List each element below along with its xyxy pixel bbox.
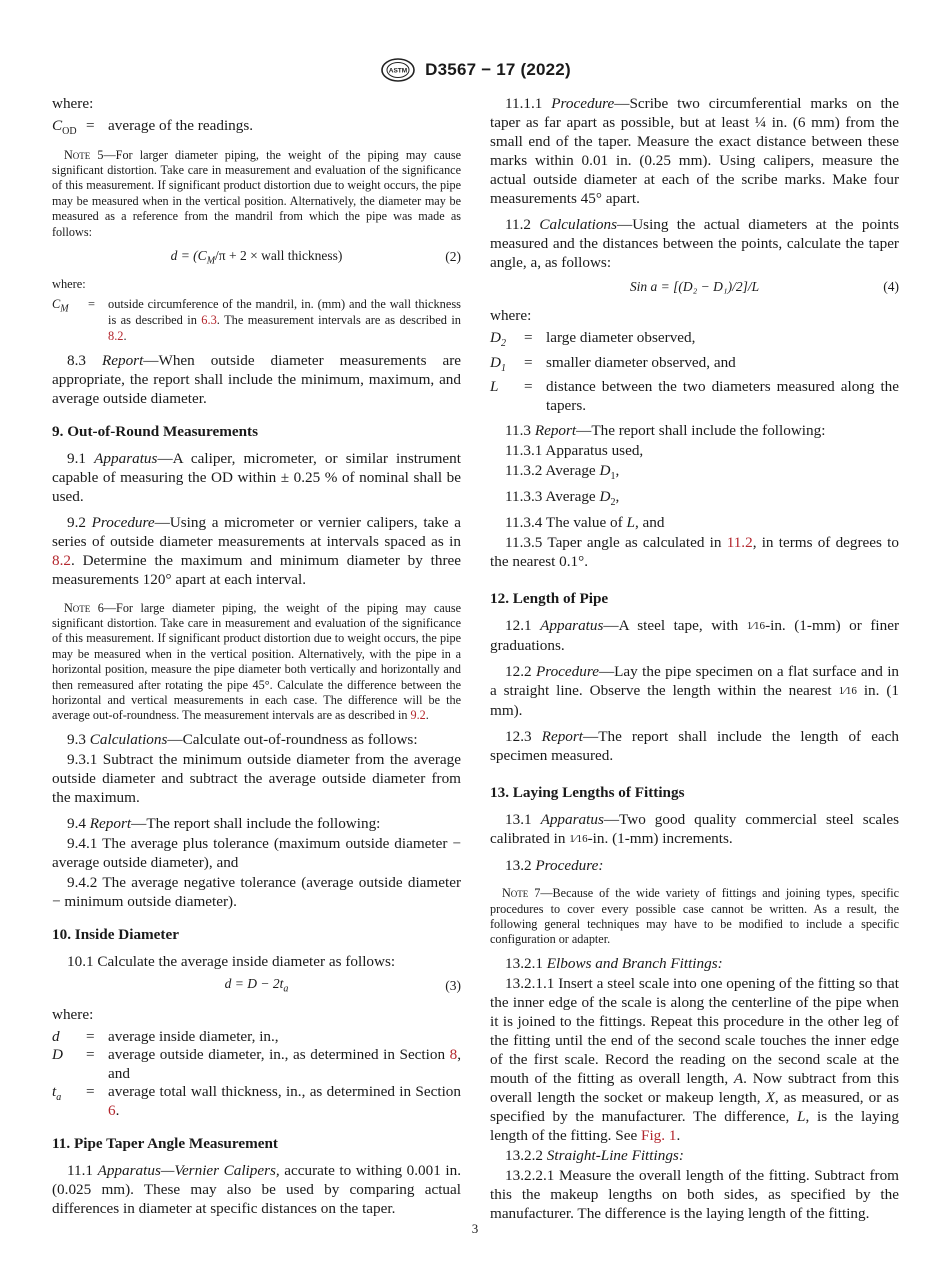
definition-list-inside-diameter: d = average inside diameter, in., D = average outside diameter, in., as determined in Section 8, and $t_a$ = average total wall thickness, in., as determined in Section 6. [52,1027,461,1119]
paragraph-11-3: 11.3 Report—The report shall include the following: [505,422,826,440]
paragraph-9-2: 9.2 Procedure—Using a micrometer or vernier calipers, take a series of outside diameter measurements at intervals spaced as in 8.2. Determine the maximum and minimum diameter by three measurements 120° apart at each interval. [52,513,461,588]
figure-link[interactable]: Fig. 1 [641,1126,677,1144]
paragraph-13-1: 13.1 Apparatus—Two good quality commercial steel scales calibrated in 1⁄16-in. (1-mm) increments. [490,811,900,848]
definition-list-taper: $D_2$ = large diameter observed, $D_1$ = smaller diameter observed, and L = distance between the two diameters measured along the tapers. [490,329,899,414]
section-link[interactable]: 6 [108,1101,116,1119]
paragraph-12-2: 12.2 Procedure—Lay the pipe specimen on a flat surface and in a straight line. Observe the length within the nearest 1⁄16 in. (1 mm). [490,663,900,720]
paragraph-9-4-2: 9.4.2 The average negative tolerance (average outside diameter − minimum outside diameter). [52,873,461,910]
page-header [0,56,950,84]
right-column [490,94,899,1230]
paragraph-9-3: 9.3 Calculations—Calculate out-of-roundness as follows: [67,730,418,748]
equation-2: $d = (C_M/\pi + 2$ × wall thickness) (2) [170,247,461,267]
paragraph-12-1: 12.1 Apparatus—A steel tape, with 1⁄16-in. (1-mm) or finer graduations. [490,617,899,655]
paragraph-11-3-2: 11.3.2 Average $D_1$, [505,462,620,483]
definition-list-cod: $C_{OD}$ = average of the readings. [52,117,254,138]
section-link[interactable]: 8.2 [108,329,124,344]
section-heading-12: 12. Length of Pipe [490,590,609,608]
paragraph-9-1: 9.1 Apparatus—A caliper, micrometer, or similar instrument capable of measuring the OD within ± 0.25 % of nominal shall be used. [52,449,461,505]
paragraph-11-3-3: 11.3.3 Average $D_2$, [505,488,620,509]
section-heading-10: 10. Inside Diameter [52,925,179,943]
paragraph-9-4-1: 9.4.1 The average plus tolerance (maximum outside diameter − average outside diameter), and [52,834,461,871]
where-label: where: [52,1005,94,1023]
where-label: where: [490,307,532,324]
where-label: where: [52,95,94,112]
astm-logo-icon [379,57,417,83]
paragraph-11-3-5: 11.3.5 Taper angle as calculated in 11.2, in terms of degrees to the nearest 0.1°. [490,534,899,571]
paragraph-13-2-2-1: 13.2.2.1 Measure the overall length of the fitting. Subtract from this the makeup lengths on both sides, as specified by the manufacturer. The difference is the laying length of the fitting. [490,1166,899,1222]
note-6: Note 6—For large diameter piping, the weight of the piping may cause significant distortion. Take care in measurement and evaluation of the significance of this measurement. If significant product distortion due to weight occurs, the pipe may be measured when in the vertical position. Alternatively, with the pipe in a horizontal position, measure the pipe diameter both vertically and horizontally and then remeasured after rotating the pipe 45°. Calculate the difference between the horizontal and vertical measurements in each case. The difference will be the average out-of-roundness. The measurement intervals are as described in 9.2. [52,600,461,723]
paragraph-11-3-1: 11.3.1 Apparatus used, [505,442,644,460]
paragraph-13-2-2: 13.2.2 Straight-Line Fittings: [505,1146,684,1164]
section-heading-13: 13. Laying Lengths of Fittings [490,784,685,802]
section-link[interactable]: 8 [449,1046,458,1064]
section-link[interactable]: 6.3 [201,313,217,328]
note-5: Note 5—For larger diameter piping, the weight of the piping may cause significant distortion. Take care in measurement and evaluation of the significance of this measurement. If significant product distortion due to weight occurs, the pipe may be measured when in the vertical position. Alternatively, the diameter may be measured as a reference from the mandril from which the pipe was made as follows: [52,147,461,239]
section-link[interactable]: 8.2 [52,551,71,569]
paragraph-9-4: 9.4 Report—The report shall include the following: [67,814,381,832]
where-label: where: [52,276,86,291]
paragraph-8-3: 8.3 Report—When outside diameter measurements are appropriate, the report shall include the minimum, maximum, and average outside diameter. [52,351,461,407]
paragraph-11-1-1: 11.1.1 Procedure—Scribe two circumferential marks on the taper as far apart as possible, but at least ¼ in. (6 mm) from the small end of the taper. Measure the exact distance between these marks within 0.01 in. (0.25 mm). Using calipers, measure the actual outside diameter at each of the scribe marks. Make four measurements 45° apart. [490,95,899,207]
paragraph-9-3-1: 9.3.1 Subtract the minimum outside diameter from the average outside diameter and subtract the average outside diameter from the maximum. [52,750,461,806]
paragraph-13-2-1-1: 13.2.1.1 Insert a steel scale into one opening of the fitting so that the inner edge of the scale is along the centerline of the pipe when it is joined to the fittings. Repeat this procedure in the other leg of the fitting until the end of the second scale touches the inner edge of the first scale. Record the reading on the second scale at the mouth of the fitting as overall length, A. Now subtract from this overall length the socket or makeup length, X, as measured, or as specified by the manufacturer. The difference, L, is the laying length of the fitting. See Fig. 1. [490,974,899,1144]
paragraph-13-2: 13.2 Procedure: [505,857,604,875]
equation-4: Sin a = [(D₂ − D₁)/2]/L (4) [629,279,899,294]
paragraph-11-3-4: 11.3.4 The value of L, and [505,514,665,532]
svg-text:ASTM: ASTM [388,67,408,75]
page-number: 3 [471,1221,479,1236]
section-link[interactable]: 9.2 [410,708,426,723]
section-heading-9: 9. Out-of-Round Measurements [52,422,259,440]
paragraph-11-1: 11.1 Apparatus—Vernier Calipers, accurate to withing 0.001 in. (0.025 mm). These may also be used by comparing actual differences in diameter at specific distances on the taper. [52,1162,461,1218]
definition-list-cm: $C_M$ = outside circumference of the mandril, in. (mm) and the wall thickness is as described in 6.3. The measurement intervals are as described in 8.2. [52,296,461,344]
paragraph-10-1: 10.1 Calculate the average inside diameter as follows: [67,952,396,970]
paragraph-13-2-1: 13.2.1 Elbows and Branch Fittings: [505,954,723,972]
equation-3: $d = D - 2t_a$ (3) [224,976,461,996]
section-link[interactable]: 11.2 [726,534,753,552]
document-designation: D3567 − 17 (2022) [425,60,571,79]
section-heading-11: 11. Pipe Taper Angle Measurement [52,1135,278,1153]
left-column [52,94,461,1225]
note-7: Note 7—Because of the wide variety of fittings and joining types, specific procedures to cover every possible case cannot be written. As a result, the following general techniques may have to be modified to include a specific configuration or adapter. [490,886,899,947]
paragraph-12-3: 12.3 Report—The report shall include the length of each specimen measured. [490,728,900,765]
paragraph-11-2: 11.2 Calculations—Using the actual diameters at the points measured and the distances between the points, calculate the taper angle, a, as follows: [490,216,900,271]
